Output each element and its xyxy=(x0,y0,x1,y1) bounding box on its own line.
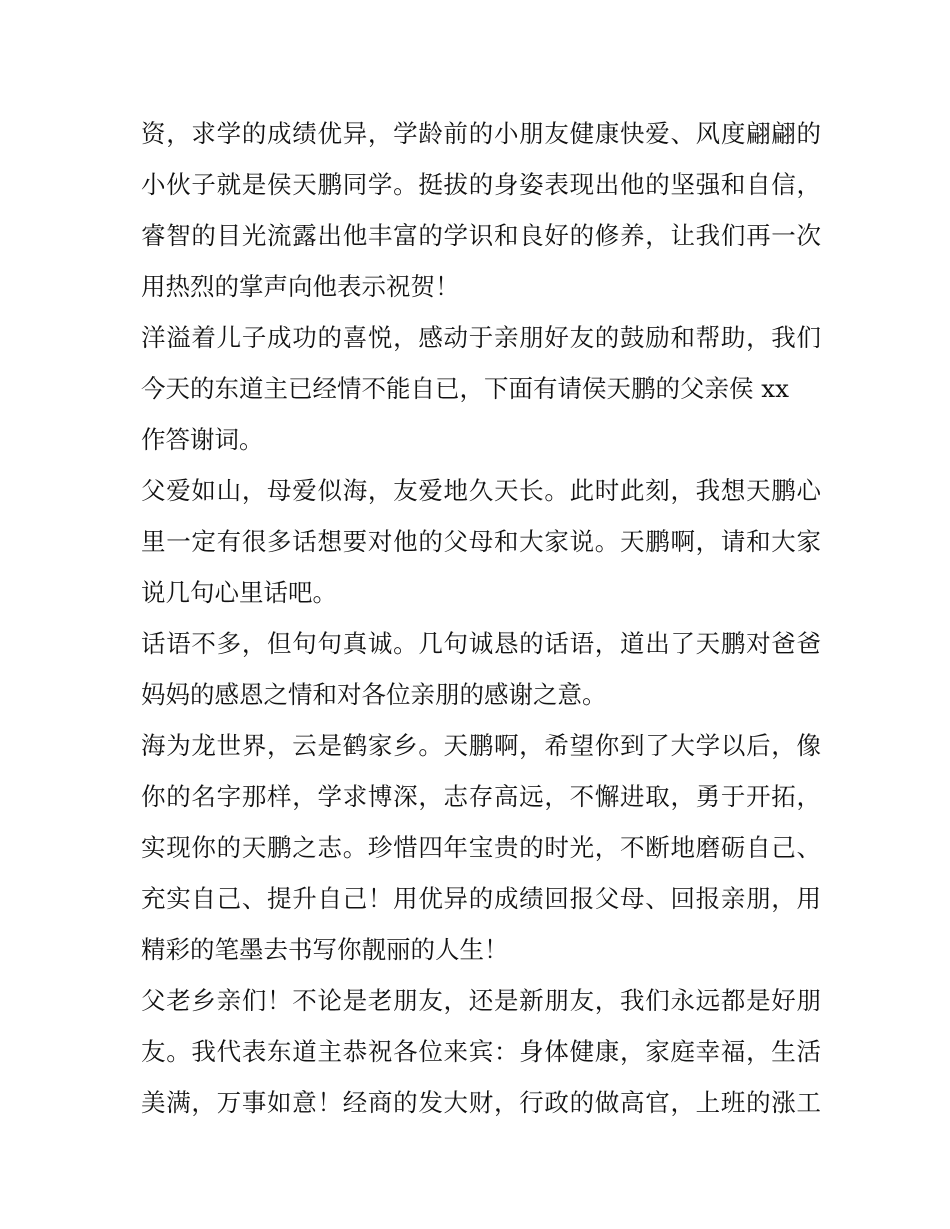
text-line: 用热烈的掌声向他表示祝贺！ xyxy=(141,272,460,301)
text-line: 小伙子就是侯天鹏同学。挺拔的身姿表现出他的坚强和自信， xyxy=(141,170,821,199)
paragraph xyxy=(141,975,821,1128)
document-body xyxy=(141,108,821,1128)
paragraph xyxy=(141,720,821,975)
text-line: 妈妈的感恩之情和对各位亲朋的感谢之意。 xyxy=(141,680,607,709)
paragraph xyxy=(141,108,821,312)
text-line: 话语不多，但句句真诚。几句诚恳的话语，道出了天鹏对爸爸 xyxy=(141,629,821,658)
text-line: 实现你的天鹏之志。珍惜四年宝贵的时光，不断地磨砺自己、 xyxy=(141,833,821,862)
text-line: 父爱如山，母爱似海，友爱地久天长。此时此刻，我想天鹏心 xyxy=(141,476,821,505)
text-line: 作答谢词。 xyxy=(141,425,264,454)
text-line: 精彩的笔墨去书写你靓丽的人生！ xyxy=(141,935,509,964)
paragraph xyxy=(141,465,821,618)
text-line: 资，求学的成绩优异，学龄前的小朋友健康快爱、风度翩翩的 xyxy=(141,119,821,148)
text-line: 洋溢着儿子成功的喜悦，感动于亲朋好友的鼓励和帮助，我们 xyxy=(141,323,821,352)
paragraph xyxy=(141,312,821,465)
text-line: 友。我代表东道主恭祝各位来宾：身体健康，家庭幸福，生活 xyxy=(141,1037,821,1066)
text-line: 今天的东道主已经情不能自已，下面有请侯天鹏的父亲侯 xx xyxy=(141,374,789,403)
text-line: 你的名字那样，学求博深，志存高远，不懈进取，勇于开拓， xyxy=(141,782,821,811)
text-line: 海为龙世界，云是鹤家乡。天鹏啊，希望你到了大学以后，像 xyxy=(141,731,821,760)
paragraph xyxy=(141,618,821,720)
text-line: 说几句心里话吧。 xyxy=(141,578,337,607)
text-line: 美满，万事如意！经商的发大财，行政的做高官，上班的涨工 xyxy=(141,1088,821,1117)
text-line: 里一定有很多话想要对他的父母和大家说。天鹏啊，请和大家 xyxy=(141,527,821,556)
text-line: 父老乡亲们！不论是老朋友，还是新朋友，我们永远都是好朋 xyxy=(141,986,821,1015)
text-line: 睿智的目光流露出他丰富的学识和良好的修养，让我们再一次 xyxy=(141,221,821,250)
text-line: 充实自己、提升自己！用优异的成绩回报父母、回报亲朋，用 xyxy=(141,884,821,913)
